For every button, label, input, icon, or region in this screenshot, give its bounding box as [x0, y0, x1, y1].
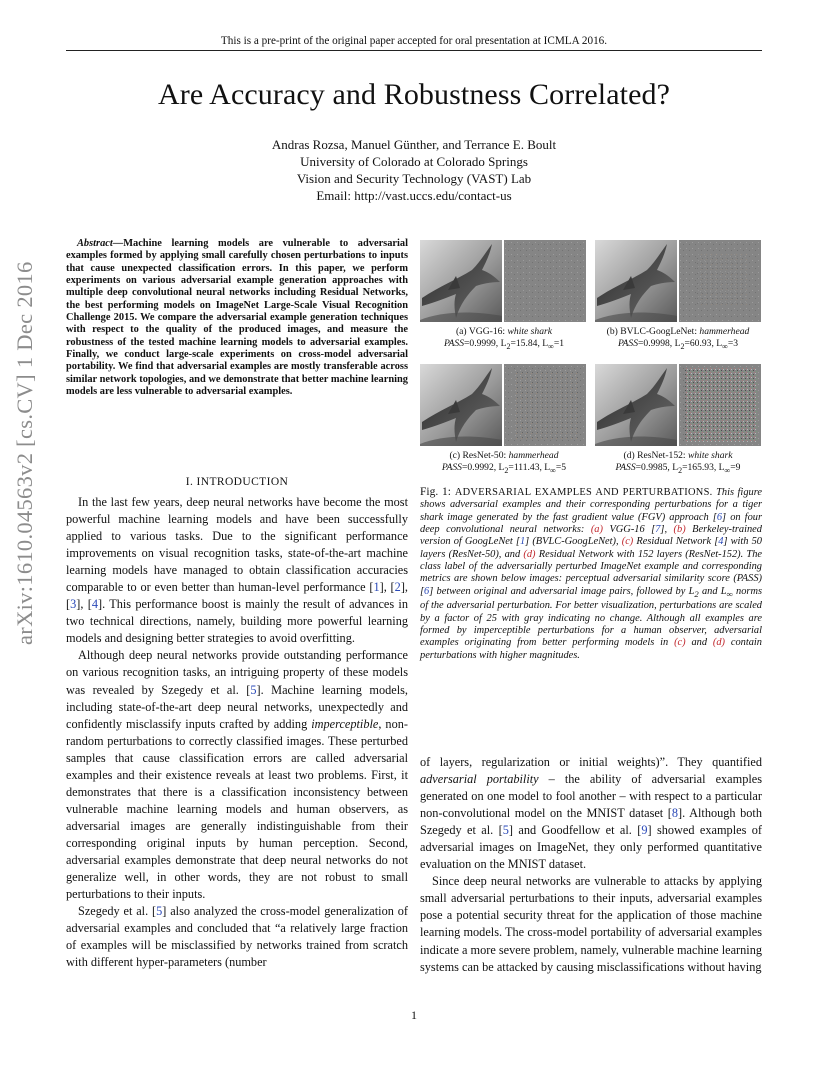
citation-link[interactable]: 6 — [716, 511, 723, 523]
citation-link[interactable]: 4 — [718, 536, 724, 548]
subfigure-link-c[interactable]: (c) — [621, 536, 634, 548]
citation-link[interactable]: 3 — [70, 597, 77, 612]
affiliation-lab: Vision and Security Technology (VAST) Lab — [296, 171, 532, 186]
page-number: 1 — [411, 1008, 417, 1022]
intro-paragraph-2: Although deep neural networks provide outstanding performance on various recognition tasks, an intriguing property of these models was revealed by Szegedy et al. [5]. Machine learning models, including state-of-the-art deep neural networks, unexpectedly and confidently misclassify inputs crafted by adding imperceptible, non-random perturbations to correctly classified images. These perturbed samples that cause classification errors are called adversarial examples and their existence reveals at least two problems. First, it demonstrates that there is a classification inconsistency between vulnerable machine learning models and human observers, as adversarial images are generally indistinguishable from their corresponding original inputs by human perception. Second, adversarial examples demonstrate that deep neural networks do not generalize well, in other words, they are not robust to small perturbations to their inputs. — [66, 648, 408, 902]
intro-paragraph-4: of layers, regularization or initial weights)”. They quantified adversarial portability – the ability of adversarial examples generated on one model to fool another – with respect to a particular non-convolutional model on the MNIST dataset [8]. Although both Szegedy et al. [5] and Goodfellow et al. [9] showed examples of adversarial images on ImageNet, they only performed quantitative evaluation on the MNIST dataset. — [420, 755, 763, 872]
subcaption-resnet152: (d) ResNet-152: white shark PASS=0.9985, $L_2=165.93$, $L_\infty=9$ — [615, 450, 741, 475]
citation-link[interactable]: 1 — [373, 580, 380, 595]
citation-link[interactable]: 4 — [91, 597, 98, 612]
authors: Andras Rozsa, Manuel Günther, and Terrance E. Boult — [271, 137, 557, 152]
citation-link[interactable]: 5 — [156, 904, 163, 919]
intro-paragraph-5: Since deep neural networks are vulnerable to attacks by applying small adversarial perturbations to their inputs, adversarial examples pose a potential security threat for the application of those machine learning models. The cross-model portability of adversarial examples indicate a more severe problem, namely, vulnerable machine learning systems can be attacked by causing misclassifications without having — [420, 874, 763, 974]
citation-link[interactable]: 6 — [424, 585, 430, 597]
adversarial-image-resnet50 — [420, 364, 502, 446]
abstract-label: Abstract — [77, 238, 113, 249]
left-column-body — [66, 494, 408, 971]
adversarial-image-resnet152 — [595, 364, 677, 446]
intro-paragraph-1: In the last few years, deep neural networks have become the most powerful machine learning models and have been successfully applied to various tasks. Due to the significant performance improvements on visual recognition tasks, state-of-the-art machine learning models have managed to obtain classification accuracies comparable to or even better than human-level performance [1], [2], [3], [4]. This performance boost is mainly the result of advances in two technical directions, namely, building more powerful learning models and designing better strategies to avoid overfitting. — [66, 495, 408, 646]
paper-title: Are Accuracy and Robustness Correlated? — [157, 78, 671, 111]
preprint-note: This is a pre-print of the original paper accepted for oral presentation at ICMLA 2016. — [220, 35, 608, 47]
subcaption-vgg16: (a) VGG-16: white shark PASS=0.9999, $L_2=15.84$, $L_\infty=1$ — [443, 326, 565, 351]
subfigure-link-c[interactable]: (c) — [674, 637, 686, 649]
subfigure-link-b[interactable]: (b) — [673, 524, 686, 536]
author-block — [0, 136, 828, 204]
abstract-text: —Machine learning models are vulnerable to adversarial examples formed by applying small carefully chosen perturbations to inputs that cause unexpected classification errors. In this paper, we perform experiments on various adversarial example generation approaches with multiple deep convolutional neural networks including Residual Networks, the best performing models on ImageNet Large-Scale Visual Recognition Challenge 2015. We compare the adversarial example generation techniques with respect to the quality of the produced images, and measure the robustness of the tested machine learning models to adversarial examples. Finally, we conduct large-scale experiments on cross-model adversarial portability. We find that adversarial examples are mostly transferable across similar network topologies, and we demonstrate that better machine learning models are less vulnerable to adversarial examples. — [66, 238, 408, 398]
subfigure-link-d[interactable]: (d) — [712, 637, 725, 649]
arxiv-stamp: arXiv:1610.04563v2 [cs.CV] 1 Dec 2016 — [12, 261, 37, 645]
adversarial-image-vgg16 — [420, 240, 502, 322]
subcaption-resnet50: (c) ResNet-50: hammerhead PASS=0.9992, $L_2=111.43$, $L_\infty=5$ — [441, 450, 567, 475]
citation-link[interactable]: 1 — [519, 536, 526, 548]
figure-1-caption: Fig. 1: ADVERSARIAL EXAMPLES AND PERTURBATIONS. This figure shows adversarial examples and their corresponding perturbations for a tiger shark image generated by the fast gradient value (FGV) approach [6] on four deep convolutional neural networks: (a) VGG-16 [7], (b) Berkeley-trained version of GoogLeNet [1] (BVLC-GoogLeNet), (c) Residual Network [4] with 50 layers (ResNet-50), and (d) Residual Network with 152 layers (ResNet-152). The class label of the adversarially perturbed ImageNet example and corresponding metrics are shown below images: perceptual adversarial similarity score (PASS) [6] between original and adversarial image pairs, followed by $L_2$ and $L_\infty$ norms of the adversarial perturbation. For better visualization, perturbations are scaled by a factor of 25 with gray indicating no change. Although all examples are formed by imperceptible perturbations for a human observer, adversarial examples originating from better performing models in (c) and (d) contain perturbations with higher magnitudes. — [420, 486, 763, 661]
subcaption-bvlc-googlenet: (b) BVLC-GoogLeNet: hammerhead PASS=0.9998, $L_2=60.93$, $L_\infty=3$ — [606, 326, 750, 351]
perturbation-map-bvlc-googlenet — [679, 240, 761, 322]
citation-link[interactable]: 5 — [250, 682, 257, 697]
perturbation-map-resnet152 — [679, 364, 761, 446]
citation-link[interactable]: 5 — [502, 823, 509, 838]
contact-email[interactable]: Email: http://vast.uccs.edu/contact-us — [316, 188, 512, 203]
perturbation-map-resnet50 — [504, 364, 586, 446]
right-column-body — [420, 754, 762, 976]
citation-link[interactable]: 9 — [641, 823, 648, 838]
subfigure-link-d[interactable]: (d) — [523, 548, 536, 560]
perturbation-map-vgg16 — [504, 240, 586, 322]
citation-link[interactable]: 2 — [394, 580, 401, 595]
abstract — [66, 238, 408, 398]
citation-link[interactable]: 7 — [655, 524, 661, 536]
figure-1 — [420, 238, 762, 478]
affiliation-university: University of Colorado at Colorado Springs — [300, 154, 528, 169]
adversarial-image-bvlc-googlenet — [595, 240, 677, 322]
section-heading-introduction: I. INTRODUCTION — [185, 476, 289, 488]
intro-paragraph-3: Szegedy et al. [5] also analyzed the cross-model generalization of adversarial examples and concluded that “a relatively large fraction of examples will be misclassified by networks trained from scratch with different hyper-parameters (number — [66, 904, 408, 970]
header-rule — [66, 50, 762, 51]
citation-link[interactable]: 8 — [671, 806, 679, 821]
subfigure-link-a[interactable]: (a) — [590, 524, 603, 536]
